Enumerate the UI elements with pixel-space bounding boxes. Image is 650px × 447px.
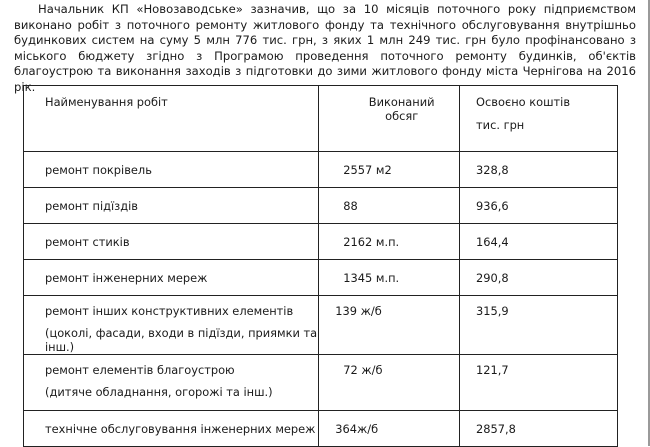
table-row	[24, 152, 618, 188]
cell-funds: 936,6	[460, 188, 618, 224]
header-volume-line2: обсяг	[385, 109, 419, 123]
cell-volume: 1345 м.п.	[319, 260, 460, 296]
cell-volume: 72 ж/б	[319, 355, 460, 411]
table-row	[24, 296, 618, 355]
cell-funds: 315,9	[460, 296, 618, 355]
cell-volume: 88	[319, 188, 460, 224]
cell-work	[24, 296, 319, 355]
cell-work-details: (цоколі, фасади, входи в підїзди, приямки та інш.)	[45, 326, 318, 354]
cell-work: ремонт підїздів	[24, 188, 319, 224]
table-row	[24, 224, 618, 260]
cell-work: ремонт стиків	[24, 224, 319, 260]
table-row	[24, 188, 618, 224]
table-row	[24, 260, 618, 296]
cell-volume: 364ж/б	[319, 411, 460, 447]
cell-volume: 2162 м.п.	[319, 224, 460, 260]
table-row	[24, 355, 618, 411]
cell-funds: 164,4	[460, 224, 618, 260]
cell-volume: 139 ж/б	[319, 296, 460, 355]
cell-funds: 328,8	[460, 152, 618, 188]
intro-paragraph: Начальник КП «Новозаводське» зазначив, що за 10 місяців поточного року підприємством виконано робіт з поточного ремонту житлового фонду та технічного обслуговування внутрішньо будинкових систем на суму 5 млн 776 тис. грн, з яких 1 млн 249 тис. грн було профінансовано з міського бюджету згідно з Програмою проведення поточного ремонту будинків, об'єктів благоустрою та виконання заходів з підготовки до зими житлового фонду міста Чернігова на 2016 рік.	[14, 2, 636, 94]
works-table	[23, 85, 618, 447]
header-funds-line2: тис. грн	[476, 118, 525, 132]
cell-work-details: (дитяче обладнання, огорожі та інш.)	[45, 385, 273, 399]
header-funds-line1: Освоєно коштів	[476, 95, 571, 109]
cell-funds: 2857,8	[460, 411, 618, 447]
cell-work	[24, 355, 319, 411]
table-header-row	[24, 86, 618, 152]
header-volume-line1: Виконаний	[368, 95, 435, 109]
header-work: Найменування робіт	[24, 86, 319, 152]
header-funds	[460, 86, 618, 152]
cell-work: ремонт покрівель	[24, 152, 319, 188]
cell-work-title: ремонт інших конструктивних елементів	[45, 304, 294, 318]
cell-volume: 2557 м2	[319, 152, 460, 188]
cell-funds: 121,7	[460, 355, 618, 411]
cell-funds: 290,8	[460, 260, 618, 296]
header-volume	[319, 86, 460, 152]
cell-work: технічне обслуговування інженерних мереж	[24, 411, 319, 447]
cell-work: ремонт інженерних мереж	[24, 260, 319, 296]
cell-work-title: ремонт елементів благоустрою	[45, 363, 235, 377]
table-row	[24, 411, 618, 447]
